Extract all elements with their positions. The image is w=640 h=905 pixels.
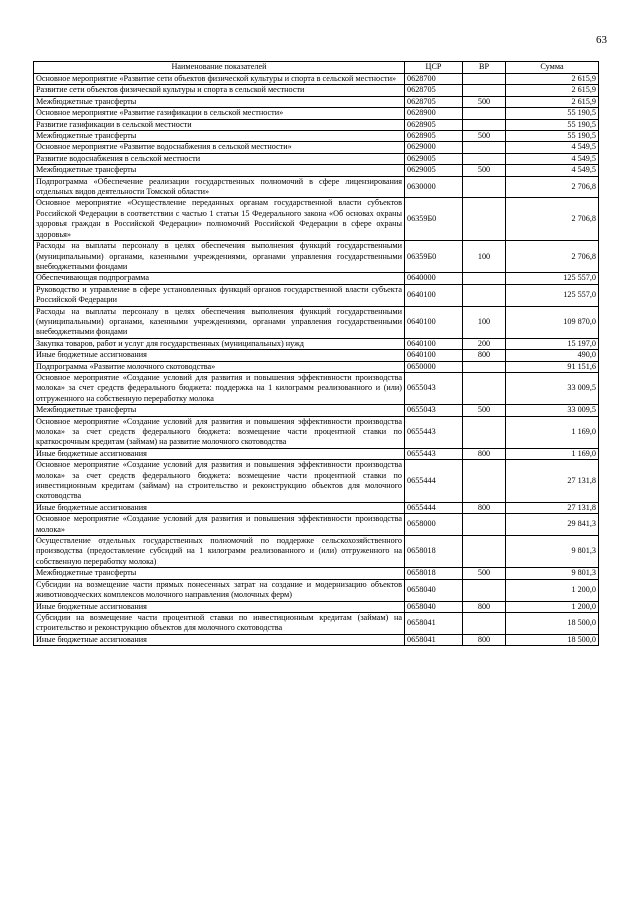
cell-csr: 0628700 (405, 74, 463, 85)
cell-name: Основное мероприятие «Развитие газификации в сельской местности» (34, 108, 405, 119)
cell-name: Основное мероприятие «Осуществление переданных органам государственной власти субъектов Российской Федерации в соответствии с частью 1 статьи 15 Федерального закона «Об основах охраны здоровья граждан в Российской Федерации» полномочий Российской Федерации в сфере охраны здоровья» (34, 198, 405, 241)
table-row (34, 198, 599, 241)
table-row (34, 96, 599, 107)
table-row (34, 372, 599, 404)
cell-vr (463, 153, 506, 164)
table-row (34, 85, 599, 96)
table-row (34, 108, 599, 119)
table-row (34, 338, 599, 349)
cell-vr: 500 (463, 405, 506, 416)
cell-vr (463, 198, 506, 241)
cell-sum: 125 557,0 (506, 273, 599, 284)
cell-vr (463, 85, 506, 96)
cell-sum: 2 706,8 (506, 176, 599, 198)
cell-vr: 500 (463, 96, 506, 107)
cell-name: Иные бюджетные ассигнования (34, 448, 405, 459)
table-row (34, 119, 599, 130)
table-row (34, 131, 599, 142)
cell-csr: 0628905 (405, 119, 463, 130)
header-csr: ЦСР (405, 62, 463, 74)
table-row (34, 153, 599, 164)
cell-sum: 4 549,5 (506, 153, 599, 164)
table-row (34, 306, 599, 338)
cell-sum: 4 549,5 (506, 165, 599, 176)
cell-name: Развитие газификации в сельской местности (34, 119, 405, 130)
cell-sum: 1 169,0 (506, 448, 599, 459)
cell-vr (463, 119, 506, 130)
table-row (34, 165, 599, 176)
cell-vr: 500 (463, 568, 506, 579)
table-body (34, 74, 599, 646)
cell-vr: 800 (463, 634, 506, 645)
cell-csr: 0655443 (405, 416, 463, 448)
budget-table (33, 61, 599, 646)
cell-csr: 0640100 (405, 284, 463, 306)
table-row (34, 568, 599, 579)
cell-sum: 1 200,0 (506, 579, 599, 601)
cell-sum: 55 190,5 (506, 119, 599, 130)
cell-name: Расходы на выплаты персоналу в целях обеспечения выполнения функций государственными (муниципальными) органами, казенными учреждениями, органами управления государственными внебюджетными фондами (34, 306, 405, 338)
cell-name: Основное мероприятие «Создание условий для развития и повышения эффективности производства молока» за счет средств федерального бюджета: возмещение части процентной ставки по краткосрочным кредитам (займам) на развитие молочного скотоводства (34, 416, 405, 448)
cell-name: Расходы на выплаты персоналу в целях обеспечения выполнения функций государственными (муниципальными) органами, казенными учреждениями, органами управления государственными внебюджетными фондами (34, 241, 405, 273)
cell-name: Основное мероприятие «Развитие водоснабжения в сельской местности» (34, 142, 405, 153)
cell-csr: 06359Б0 (405, 198, 463, 241)
cell-vr (463, 361, 506, 372)
table-row (34, 405, 599, 416)
table-row (34, 536, 599, 568)
cell-csr: 0658018 (405, 536, 463, 568)
cell-csr: 0629000 (405, 142, 463, 153)
cell-vr: 100 (463, 241, 506, 273)
cell-sum: 2 615,9 (506, 74, 599, 85)
cell-sum: 4 549,5 (506, 142, 599, 153)
cell-name: Иные бюджетные ассигнования (34, 634, 405, 645)
cell-name: Обеспечивающая подпрограмма (34, 273, 405, 284)
cell-csr: 0629005 (405, 153, 463, 164)
cell-csr: 0658041 (405, 612, 463, 634)
cell-vr: 800 (463, 502, 506, 513)
table-row (34, 502, 599, 513)
cell-vr: 500 (463, 165, 506, 176)
cell-sum: 55 190,5 (506, 131, 599, 142)
cell-csr: 0628905 (405, 131, 463, 142)
cell-csr: 0658040 (405, 601, 463, 612)
table-row (34, 579, 599, 601)
cell-csr: 0655043 (405, 405, 463, 416)
table-row (34, 460, 599, 503)
cell-vr (463, 273, 506, 284)
cell-vr: 200 (463, 338, 506, 349)
table-row (34, 634, 599, 645)
cell-csr: 0640000 (405, 273, 463, 284)
cell-sum: 2 706,8 (506, 241, 599, 273)
cell-name: Иные бюджетные ассигнования (34, 601, 405, 612)
header-sum: Сумма (506, 62, 599, 74)
table-row (34, 350, 599, 361)
cell-name: Межбюджетные трансферты (34, 405, 405, 416)
cell-csr: 0658041 (405, 634, 463, 645)
cell-vr (463, 284, 506, 306)
cell-sum: 18 500,0 (506, 634, 599, 645)
cell-sum: 2 615,9 (506, 85, 599, 96)
cell-csr: 0658000 (405, 514, 463, 536)
cell-csr: 06359Б0 (405, 241, 463, 273)
cell-sum: 33 009,5 (506, 405, 599, 416)
header-name: Наименование показателей (34, 62, 405, 74)
cell-name: Подпрограмма «Развитие молочного скотоводства» (34, 361, 405, 372)
cell-sum: 2 615,9 (506, 96, 599, 107)
cell-csr: 0628900 (405, 108, 463, 119)
cell-csr: 0640100 (405, 350, 463, 361)
cell-csr: 0640100 (405, 306, 463, 338)
cell-name: Подпрограмма «Обеспечение реализации государственных полномочий в сфере лицензирования отдельных видов деятельности Томской области» (34, 176, 405, 198)
cell-sum: 1 169,0 (506, 416, 599, 448)
cell-vr (463, 460, 506, 503)
cell-sum: 2 706,8 (506, 198, 599, 241)
table-row (34, 74, 599, 85)
table-row (34, 448, 599, 459)
cell-vr (463, 514, 506, 536)
cell-name: Межбюджетные трансферты (34, 165, 405, 176)
cell-name: Основное мероприятие «Развитие сети объектов физической культуры и спорта в сельской местности» (34, 74, 405, 85)
cell-name: Межбюджетные трансферты (34, 131, 405, 142)
cell-sum: 490,0 (506, 350, 599, 361)
cell-sum: 9 801,3 (506, 568, 599, 579)
cell-vr: 500 (463, 131, 506, 142)
cell-vr: 800 (463, 350, 506, 361)
cell-name: Основное мероприятие «Создание условий для развития и повышения эффективности производства молока» (34, 514, 405, 536)
cell-sum: 125 557,0 (506, 284, 599, 306)
cell-vr (463, 108, 506, 119)
table-row (34, 241, 599, 273)
cell-sum: 15 197,0 (506, 338, 599, 349)
cell-sum: 1 200,0 (506, 601, 599, 612)
cell-sum: 55 190,5 (506, 108, 599, 119)
cell-name: Субсидии на возмещение части процентной ставки по инвестиционным кредитам (займам) на строительство и реконструкцию объектов для молочного скотоводства (34, 612, 405, 634)
table-row (34, 601, 599, 612)
cell-name: Осуществление отдельных государственных полномочий по поддержке сельскохозяйственного производства (предоставление субсидий на 1 килограмм реализованного и (или) отгруженного на собственную переработку молока) (34, 536, 405, 568)
cell-name: Межбюджетные трансферты (34, 96, 405, 107)
cell-csr: 0658018 (405, 568, 463, 579)
cell-name: Закупка товаров, работ и услуг для государственных (муниципальных) нужд (34, 338, 405, 349)
cell-sum: 27 131,8 (506, 460, 599, 503)
cell-name: Субсидии на возмещение части прямых понесенных затрат на создание и модернизацию объектов животноводческих комплексов молочного направления (молочных ферм) (34, 579, 405, 601)
header-vr: ВР (463, 62, 506, 74)
cell-csr: 0628705 (405, 96, 463, 107)
cell-vr (463, 372, 506, 404)
table-row (34, 416, 599, 448)
cell-vr (463, 176, 506, 198)
table-row (34, 284, 599, 306)
cell-sum: 109 870,0 (506, 306, 599, 338)
cell-name: Иные бюджетные ассигнования (34, 502, 405, 513)
cell-name: Основное мероприятие «Создание условий для развития и повышения эффективности производства молока» за счет средств федерального бюджета: поддержка на 1 килограмм реализованного и (или) отгруженного на собственную переработку молока (34, 372, 405, 404)
cell-csr: 0655043 (405, 372, 463, 404)
cell-vr (463, 416, 506, 448)
table-row (34, 176, 599, 198)
cell-csr: 0640100 (405, 338, 463, 349)
cell-csr: 0655444 (405, 460, 463, 503)
cell-sum: 27 131,8 (506, 502, 599, 513)
cell-name: Развитие сети объектов физической культуры и спорта в сельской местности (34, 85, 405, 96)
table-row (34, 514, 599, 536)
table-row (34, 361, 599, 372)
cell-csr: 0655444 (405, 502, 463, 513)
cell-vr: 800 (463, 601, 506, 612)
cell-csr: 0630000 (405, 176, 463, 198)
table-header-row (34, 62, 599, 74)
cell-name: Руководство и управление в сфере установленных функций органов государственной власти субъекта Российской Федерации (34, 284, 405, 306)
cell-name: Иные бюджетные ассигнования (34, 350, 405, 361)
table-row (34, 612, 599, 634)
cell-sum: 29 841,3 (506, 514, 599, 536)
cell-vr (463, 74, 506, 85)
cell-csr: 0658040 (405, 579, 463, 601)
cell-vr: 100 (463, 306, 506, 338)
cell-csr: 0629005 (405, 165, 463, 176)
cell-vr: 800 (463, 448, 506, 459)
cell-csr: 0628705 (405, 85, 463, 96)
cell-vr (463, 536, 506, 568)
page-number: 63 (596, 34, 607, 46)
cell-sum: 91 151,6 (506, 361, 599, 372)
cell-sum: 9 801,3 (506, 536, 599, 568)
cell-csr: 0650000 (405, 361, 463, 372)
cell-name: Основное мероприятие «Создание условий для развития и повышения эффективности производства молока» за счет средств федерального бюджета: возмещение части процентной ставки по инвестиционным кредитам (займам) на строительство и реконструкцию объектов для молочного скотоводства (34, 460, 405, 503)
cell-sum: 33 009,5 (506, 372, 599, 404)
cell-vr (463, 142, 506, 153)
cell-vr (463, 612, 506, 634)
cell-vr (463, 579, 506, 601)
cell-name: Развитие водоснабжения в сельской местности (34, 153, 405, 164)
cell-name: Межбюджетные трансферты (34, 568, 405, 579)
cell-csr: 0655443 (405, 448, 463, 459)
table-row (34, 273, 599, 284)
cell-sum: 18 500,0 (506, 612, 599, 634)
table-row (34, 142, 599, 153)
